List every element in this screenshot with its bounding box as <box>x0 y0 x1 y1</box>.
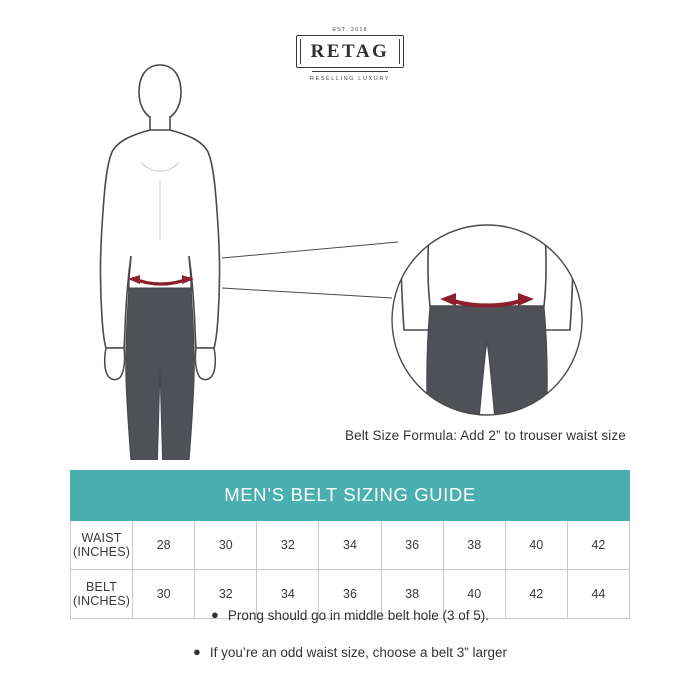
illustration-area <box>0 30 700 460</box>
waist-cell: 42 <box>567 521 629 570</box>
belt-cell: 34 <box>257 570 319 619</box>
belt-cell: 42 <box>505 570 567 619</box>
belt-cell: 32 <box>195 570 257 619</box>
list-item <box>0 645 700 660</box>
logo-brand-name: RETAG <box>310 40 390 62</box>
waist-cell: 30 <box>195 521 257 570</box>
belt-size-formula: Belt Size Formula: Add 2” to trouser waist size <box>345 428 626 443</box>
male-figure <box>101 65 220 460</box>
table-row <box>71 521 630 570</box>
waist-cell: 40 <box>505 521 567 570</box>
bullet-icon: ● <box>192 644 201 659</box>
belt-cell: 36 <box>319 570 381 619</box>
row-label-waist: WAIST (INCHES) <box>71 521 133 570</box>
note-text: If you’re an odd waist size, choose a belt 3” larger <box>209 645 508 660</box>
belt-cell: 44 <box>567 570 629 619</box>
row-label-belt: BELT (INCHES) <box>71 570 133 619</box>
list-item <box>0 608 700 623</box>
bullet-icon: ● <box>210 607 219 622</box>
belt-sizing-table <box>70 470 630 619</box>
notes-list <box>0 608 700 682</box>
note-text: Prong should go in middle belt hole (3 of 5). <box>227 608 490 623</box>
logo-established-text: EST. 2018 <box>332 26 368 33</box>
belt-cell: 38 <box>381 570 443 619</box>
sizing-table-wrap <box>70 470 630 619</box>
waist-cell: 32 <box>257 521 319 570</box>
table-title: MEN’S BELT SIZING GUIDE <box>71 471 630 521</box>
belt-cell: 40 <box>443 570 505 619</box>
waist-detail-zoom <box>392 180 582 430</box>
logo-tagline: RESELLING LUXURY <box>309 75 391 82</box>
zoom-connector-lines <box>222 242 398 298</box>
waist-cell: 36 <box>381 521 443 570</box>
waist-cell: 38 <box>443 521 505 570</box>
waist-cell: 34 <box>319 521 381 570</box>
waist-cell: 28 <box>133 521 195 570</box>
belt-cell: 30 <box>133 570 195 619</box>
